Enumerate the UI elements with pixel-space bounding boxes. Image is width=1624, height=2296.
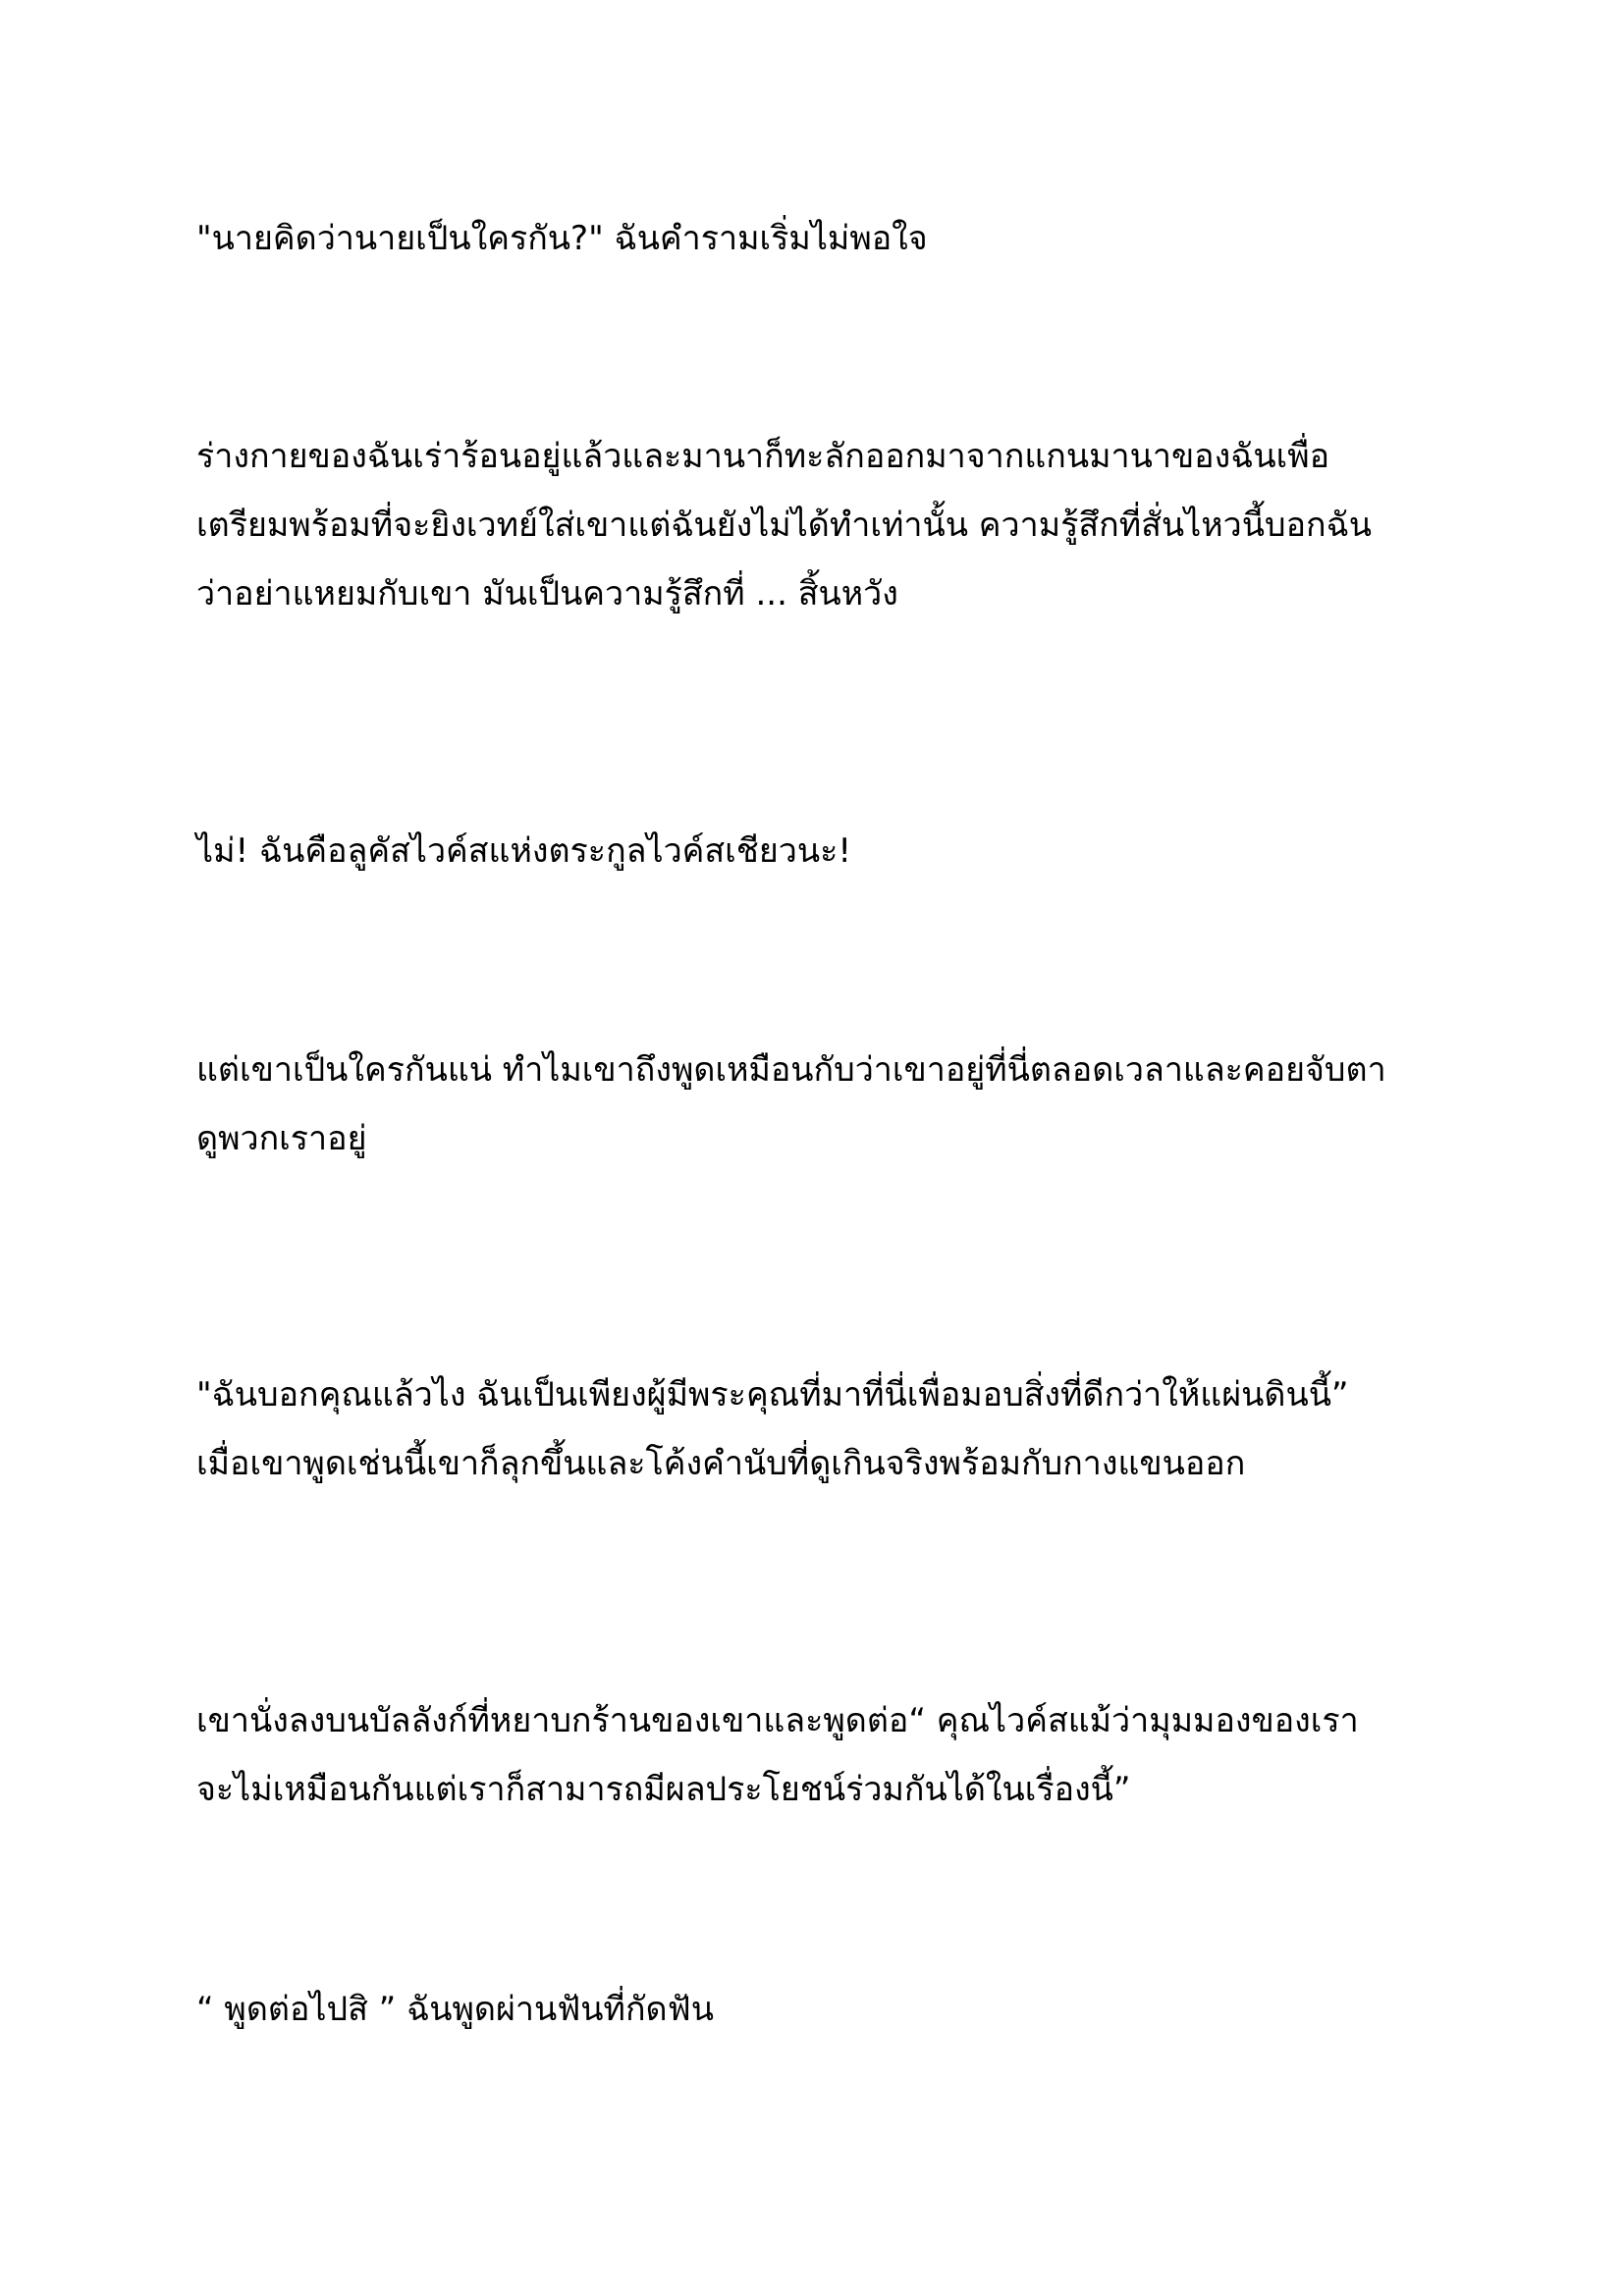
text-line: "ฉันบอกคุณแล้วไง ฉันเป็นเพียงผู้มีพระคุณที่มาที่นี่เพื่อมอบสิ่งที่ดีกว่าให้แผ่นดินนี้” bbox=[196, 1375, 1349, 1415]
text-line: เตรียมพร้อมที่จะยิงเวทย์ใส่เขาแต่ฉันยังไม่ได้ทำเท่านั้น ความรู้สึกที่สั่นไหวนี้บอกฉัน bbox=[196, 506, 1372, 545]
text-line: “ พูดต่อไปสิ ” ฉันพูดผ่านฟันที่กัดฟัน bbox=[196, 1990, 714, 2029]
text-line: ไม่! ฉันคือลูคัสไวค์สแห่งตระกูลไวค์สเชียวนะ! bbox=[196, 831, 852, 871]
text-line: จะไม่เหมือนกันแต่เราก็สามารถมีผลประโยชน์ร่วมกันได้ในเรื่องนี้” bbox=[196, 1770, 1131, 1809]
paragraph-6 bbox=[196, 1686, 1473, 1824]
text-line: "นายคิดว่านายเป็นใครกัน?" ฉันคำรามเริ่มไม่พอใจ bbox=[196, 219, 928, 258]
paragraph-7 bbox=[196, 1975, 1473, 2044]
paragraph-5 bbox=[196, 1361, 1473, 1498]
text-line: เมื่อเขาพูดเช่นนี้เขาก็ลุกขึ้นและโค้งคำนับที่ดูเกินจริงพร้อมกับกางแขนออก bbox=[196, 1444, 1246, 1483]
text-line: แต่เขาเป็นใครกันแน่ ทำไมเขาถึงพูดเหมือนกับว่าเขาอยู่ที่นี่ตลอดเวลาและคอยจับตา bbox=[196, 1050, 1386, 1090]
text-line: ดูพวกเราอยู่ bbox=[196, 1119, 367, 1158]
paragraph-4 bbox=[196, 1036, 1473, 1173]
text-line: ว่าอย่าแหยมกับเขา มันเป็นความรู้สึกที่ ... สิ้นหวัง bbox=[196, 574, 898, 614]
paragraph-1 bbox=[196, 204, 1473, 273]
text-line: เขานั่งลงบนบัลลังก์ที่หยาบกร้านของเขาและพูดต่อ“ คุณไวค์สแม้ว่ามุมมองของเรา bbox=[196, 1701, 1359, 1740]
text-line: ร่างกายของฉันเร่าร้อนอยู่แล้วและมานาก็ทะลักออกมาจากแกนมานาของฉันเพื่อ bbox=[196, 437, 1330, 476]
paragraph-3 bbox=[196, 817, 1473, 885]
paragraph-2 bbox=[196, 422, 1473, 628]
